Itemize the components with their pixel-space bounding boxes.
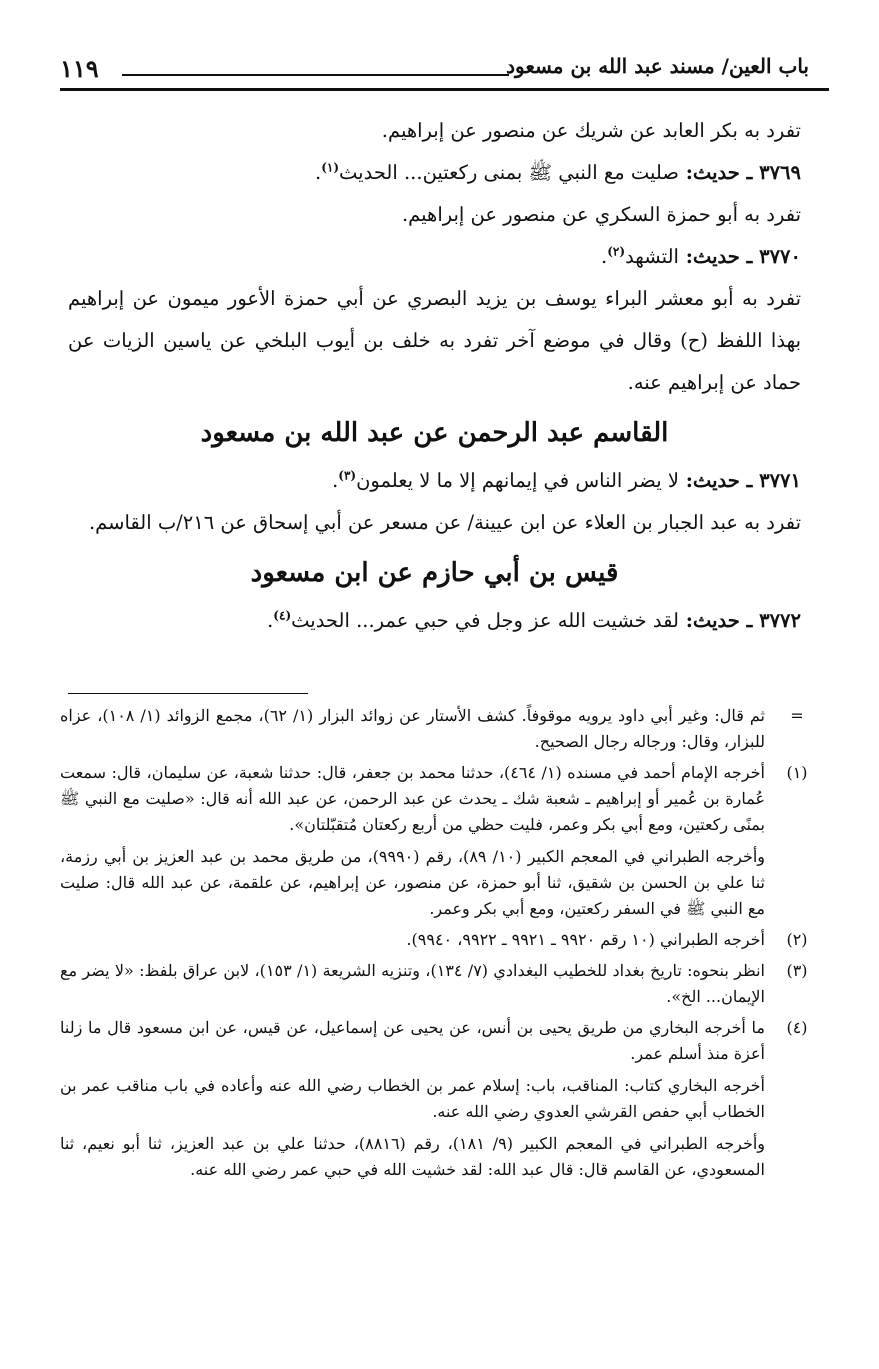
hadith-text: صليت مع النبي ﷺ بمنى ركعتين... الحديث	[339, 161, 679, 184]
hadith-3771	[68, 460, 801, 502]
hadith-text: التشهد	[625, 245, 679, 268]
main-text	[68, 110, 801, 642]
hadith-number: ٣٧٦٩ ـ حديث:	[685, 161, 801, 184]
header-rule	[60, 88, 829, 91]
footnotes	[60, 703, 817, 1188]
paragraph: تفرد به بكر العابد عن شريك عن منصور عن إبراهيم.	[381, 119, 801, 142]
footnote-text: أخرجه الطبراني (١٠ رقم ٩٩٢٠ ـ ٩٩٢١ ـ ٩٩٢٢، ٩٩٤٠).	[406, 930, 765, 949]
footnote-ref: (٣)	[338, 468, 357, 483]
section-heading: القاسم عبد الرحمن عن عبد الله بن مسعود	[200, 418, 669, 448]
footnote-ref: (٤)	[273, 608, 292, 623]
footnote-text: وأخرجه الطبراني في المعجم الكبير (٩/ ١٨١)، رقم (٨٨١٦)، حدثنا علي بن عبد العزيز، ثنا أبو نعيم، ثنا المسعودي، عن القاسم قال: قال عبد الله: لقد خشيت الله في حبي عمر رضي الله عنه.	[60, 1134, 766, 1179]
footnote-4	[60, 1015, 817, 1183]
paragraph: تفرد به أبو حمزة السكري عن منصور عن إبراهيم.	[401, 203, 801, 226]
hadith-end: .	[332, 469, 339, 492]
footnote-text: أخرجه البخاري كتاب: المناقب، باب: إسلام عمر بن الخطاب رضي الله عنه وأعاده في باب مناقب عمر بن الخطاب أبي حفص القرشي العدوي رضي الله عنه.	[60, 1076, 765, 1121]
hadith-number: ٣٧٧١ ـ حديث:	[685, 469, 801, 492]
footnote-1	[60, 760, 817, 922]
running-header	[60, 50, 809, 90]
footnote-mark: (٣)	[786, 961, 808, 980]
hadith-end: .	[267, 609, 274, 632]
page-number: ١١٩	[60, 54, 99, 83]
hadith-end: .	[601, 245, 608, 268]
hadith-3770	[68, 236, 801, 278]
hadith-end: .	[314, 161, 322, 184]
header-rule-short	[122, 74, 509, 76]
footnote-text: ثم قال: وغير أبي داود يرويه موقوفاً. كشف الأستار عن زوائد البزار (١/ ٦٢)، مجمع الزوائد (١/ ١٠٨)، عزاه للبزار، وقال: ورجاله رجال الصحيح.	[60, 706, 766, 751]
footnote-text: انظر بنحوه: تاريخ بغداد للخطيب البغدادي (٧/ ١٣٤)، وتنزيه الشريعة (١/ ١٥٣)، لابن عراق بلفظ: «لا يضر مع الإيمان... الخ».	[60, 961, 765, 1006]
paragraph: تفرد به أبو معشر البراء يوسف بن يزيد البصري عن أبي حمزة الأعور ميمون عن إبراهيم بهذا اللفظ (ح) وقال في موضع آخر تفرد به خلف بن أيوب البلخي عن ياسين الزيات عن حماد عن إبراهيم عنه.	[68, 287, 801, 394]
footnote-ref: (٢)	[607, 244, 626, 259]
footnote-3	[60, 958, 817, 1010]
hadith-text: لقد خشيت الله عز وجل في حبي عمر... الحديث	[291, 609, 679, 632]
hadith-number: ٣٧٧٢ ـ حديث:	[685, 609, 801, 632]
section-heading: قيس بن أبي حازم عن ابن مسعود	[250, 558, 619, 588]
hadith-number: ٣٧٧٠ ـ حديث:	[685, 245, 801, 268]
footnote-separator	[68, 693, 308, 694]
hadith-3769	[68, 152, 801, 194]
footnote-mark: (٢)	[786, 930, 808, 949]
footnote-continued	[60, 703, 817, 755]
footnote-mark: (١)	[786, 763, 808, 782]
footnote-text: أخرجه الإمام أحمد في مسنده (١/ ٤٦٤)، حدثنا محمد بن جعفر، قال: حدثنا شعبة، عن سليمان، قال: سمعت عُمارة بن عُمير أو إبراهيم ـ شعبة شك ـ يحدث عن عبد الرحمن، عن عبد الله أنه قال: «صليت مع النبي ﷺ بمنًى ركعتين، ومع أبي بكر وعمر، فليت حظي من أربع ركعتان مُتقبّلتان».	[60, 763, 766, 834]
hadith-3772	[68, 600, 801, 642]
footnote-mark: =	[790, 706, 804, 725]
footnote-mark: (٤)	[786, 1018, 808, 1037]
hadith-text: لا يضر الناس في إيمانهم إلا ما لا يعلمون	[356, 469, 679, 492]
footnote-text: وأخرجه الطبراني في المعجم الكبير (١٠/ ٨٩)، رقم (٩٩٩٠)، من طريق محمد بن عبد العزيز بن أبي رزمة، ثنا علي بن الحسن بن شقيق، ثنا أبو حمزة، عن منصور، عن إبراهيم، عن علقمة، عن عبد الله قال: صليت مع النبي ﷺ في السفر ركعتين، ومع أبي بكر وعمر.	[60, 847, 766, 918]
footnote-text: ما أخرجه البخاري من طريق يحيى بن أنس، عن يحيى عن إسماعيل، عن قيس، عن ابن مسعود قال ما زلنا أعزة منذ أسلم عمر.	[60, 1018, 765, 1063]
paragraph: تفرد به عبد الجبار بن العلاء عن ابن عيينة/ عن مسعر عن أبي إسحاق عن ٢١٦/ب القاسم.	[88, 511, 801, 534]
footnote-2	[60, 927, 817, 953]
footnote-ref: (١)	[321, 160, 340, 175]
header-title: باب العين/ مسند عبد الله بن مسعود	[506, 54, 809, 78]
